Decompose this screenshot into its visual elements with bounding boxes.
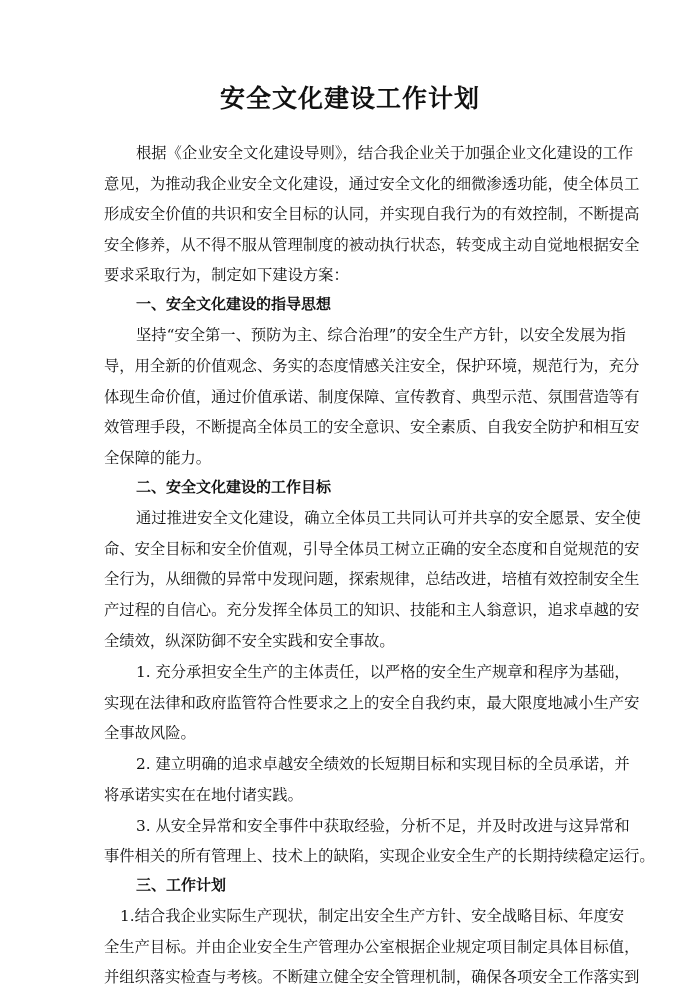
body-line: 导，用全新的价值观念、务实的态度情感关注安全，保护环境，规范行为，充分 <box>104 357 640 375</box>
body-line: 3. 从安全异常和安全事件中获取经验，分析不足，并及时改进与这异常和 <box>136 817 630 835</box>
section-heading: 三、工作计划 <box>136 876 227 894</box>
section-heading: 一、安全文化建设的指导思想 <box>136 295 332 313</box>
body-line: 坚持“安全第一、预防为主、综合治理”的安全生产方针，以安全发展为指 <box>136 326 626 344</box>
body-line: 全生产目标。并由企业安全生产管理办公室根据企业规定项目制定具体目标值， <box>104 938 640 956</box>
body-line: 将承诺实实在在地付诸实践。 <box>104 786 303 804</box>
body-line: 全行为，从细微的异常中发现问题，探索规律，总结改进，培植有效控制安全生 <box>104 570 640 588</box>
body-line: 全事故风险。 <box>104 724 196 742</box>
body-line: 安全修养，从不得不服从管理制度的被动执行状态，转变成主动自觉地根据安全 <box>104 236 640 254</box>
body-line: 命、安全目标和安全价值观，引导全体员工树立正确的安全态度和自觉规范的安 <box>104 540 640 558</box>
body-line: 体现生命价值，通过价值承诺、制度保障、宣传教育、典型示范、氛围营造等有 <box>104 388 640 406</box>
body-line: 产过程的自信心。充分发挥全体员工的知识、技能和主人翁意识，追求卓越的安 <box>104 601 640 619</box>
section-heading: 二、安全文化建设的工作目标 <box>136 478 332 496</box>
body-line: 2. 建立明确的追求卓越安全绩效的长短期目标和实现目标的全员承诺，并 <box>136 755 630 773</box>
body-line: 意见，为推动我企业安全文化建设，通过安全文化的细微渗透功能，使全体员工 <box>104 175 640 193</box>
body-line: 1. 充分承担安全生产的主体责任，以严格的安全生产规章和程序为基础， <box>136 663 630 681</box>
body-line: 通过推进安全文化建设，确立全体员工共同认可并共享的安全愿景、安全使 <box>136 509 641 527</box>
body-line: 全保障的能力。 <box>104 449 212 467</box>
body-line: 1.结合我企业实际生产现状，制定出安全生产方针、安全战略目标、年度安 <box>120 907 625 925</box>
body-line: 实现在法律和政府监管符合性要求之上的安全自我约束，最大限度地减小生产安 <box>104 694 640 712</box>
body-line: 形成安全价值的共识和安全目标的认同，并实现自我行为的有效控制，不断提高 <box>104 205 640 223</box>
body-line: 全绩效，纵深防御不安全实践和安全事故。 <box>104 632 395 650</box>
body-line: 要求采取行为，制定如下建设方案： <box>104 266 349 284</box>
body-line: 根据《企业安全文化建设导则》，结合我企业关于加强企业文化建设的工作 <box>136 144 634 162</box>
body-line: 并组织落实检查与考核。不断建立健全安全管理机制，确保各项安全工作落实到 <box>104 968 640 986</box>
body-line: 事件相关的所有管理上、技术上的缺陷，实现企业安全生产的长期持续稳定运行。 <box>104 847 655 865</box>
body-line: 效管理手段，不断提高全体员工的安全意识、安全素质、自我安全防护和相互安 <box>104 418 640 436</box>
document-title: 安全文化建设工作计划 <box>219 84 480 113</box>
